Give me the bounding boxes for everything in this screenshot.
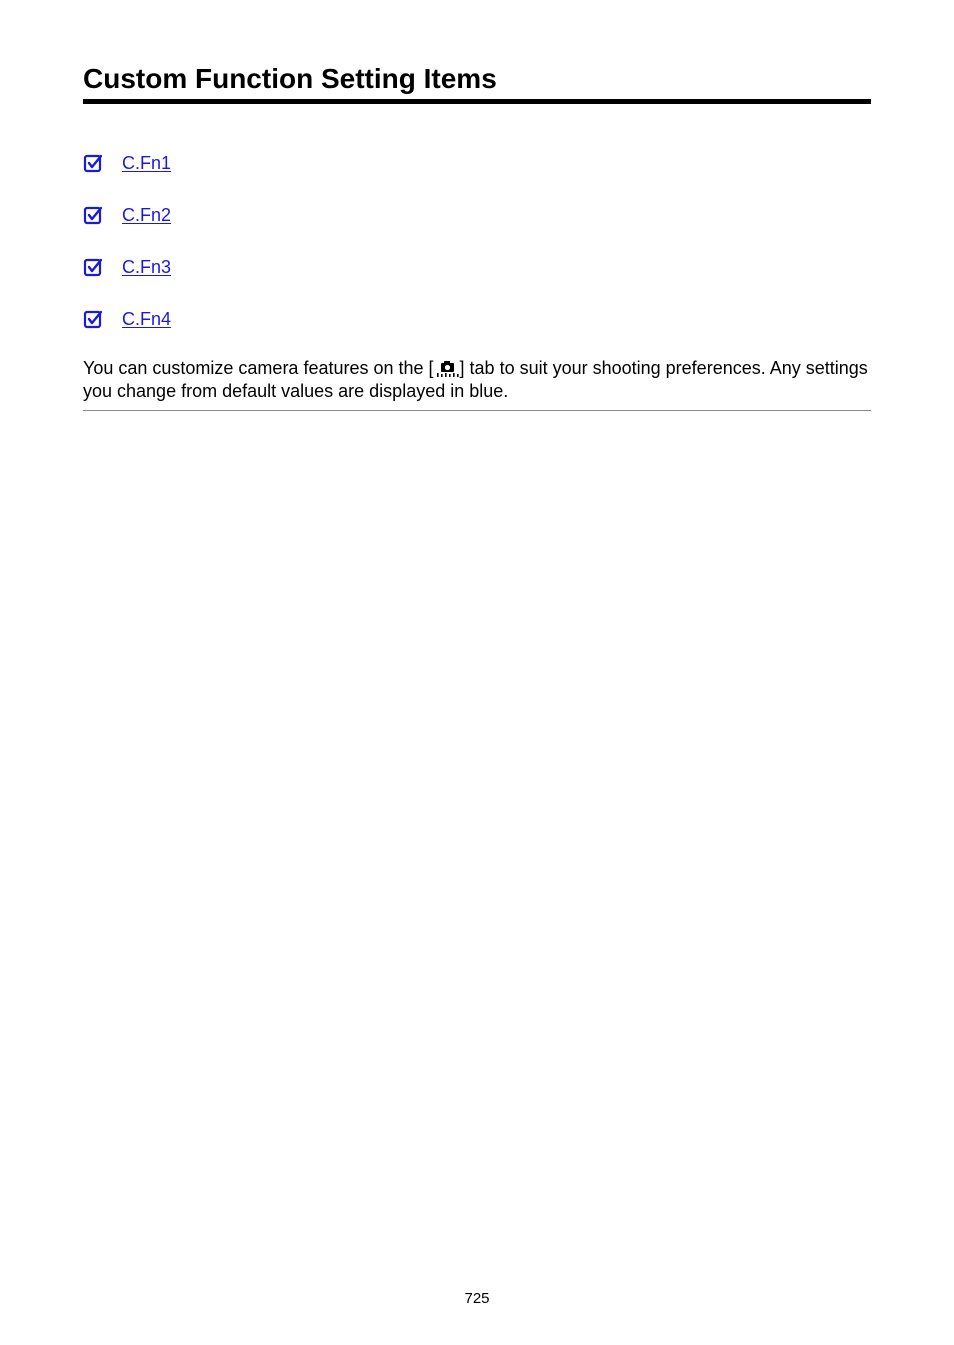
link-cfn2[interactable]: C.Fn2 [122, 204, 172, 225]
link-list [83, 148, 171, 356]
check-box-icon [83, 153, 103, 173]
link-item [83, 304, 171, 334]
link-cfn4[interactable]: C.Fn4 [122, 308, 172, 329]
link-item [83, 200, 171, 230]
check-box-icon [83, 257, 103, 277]
page-number: 725 [464, 1290, 490, 1307]
check-box-icon [83, 309, 103, 329]
intro-text-after: ] tab to suit your shooting preferences. Any settings you change from default values are displayed in blue. [83, 358, 868, 401]
link-cfn1[interactable]: C.Fn1 [122, 152, 172, 173]
page-title: Custom Function Setting Items [83, 63, 497, 94]
intro-text-before: You can customize camera features on the [ [83, 358, 434, 378]
check-box-icon [83, 205, 103, 225]
intro-paragraph [83, 357, 873, 403]
link-cfn3[interactable]: C.Fn3 [122, 256, 172, 277]
section-divider [83, 410, 871, 411]
link-item [83, 148, 171, 178]
link-item [83, 252, 171, 282]
title-rule [83, 99, 871, 104]
custom-camera-tab-icon [434, 358, 460, 378]
